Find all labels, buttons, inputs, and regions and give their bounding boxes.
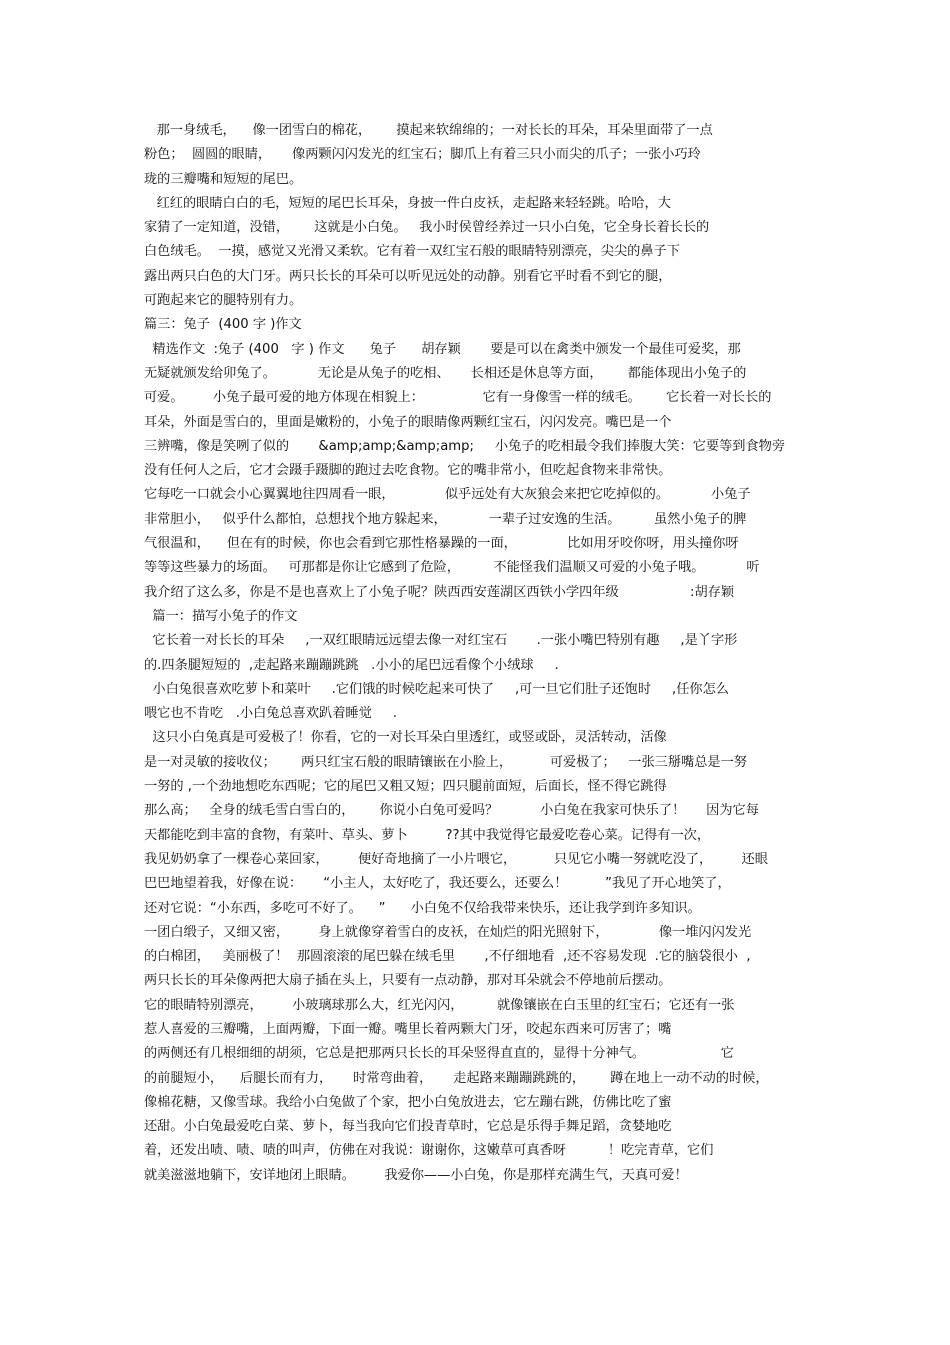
text-line: 我见奶奶拿了一棵卷心菜回家， 便好奇地摘了一小片喂它， 只见它小嘴一努就吃没了， 还眼 xyxy=(144,851,768,867)
text-line: 一努的 ,一个劲地想吃东西呢；它的尾巴又粗又短；四只腿前面短，后面长，怪不得它跳得 xyxy=(144,779,667,795)
text-line: 还甜。小白兔最爱吃白菜、萝卜，每当我向它们投青草时，它总是乐得手舞足蹈，贪婪地吃 xyxy=(144,1119,672,1135)
text-line: 的两侧还有几根细细的胡须，它总是把那两只长长的耳朵竖得直直的，显得十分神气。 它 xyxy=(144,1046,734,1062)
text-line: 非常胆小， 似乎什么都怕，总想找个地方躲起来， 一辈子过安逸的生活。 虽然小兔子的脾 xyxy=(144,511,747,527)
text-line: 篇三：兔子 (400 字 )作文 xyxy=(144,317,302,333)
essay-text-body xyxy=(144,119,812,1188)
text-line: 可跑起来它的腿特别有力。 xyxy=(144,293,303,309)
text-line: 是一对灵敏的接收仪； 两只红宝石般的眼睛镶嵌在小脸上， 可爱极了； 一张三掰嘴总是一努 xyxy=(144,754,747,770)
text-line: 白色绒毛。 一摸，感觉又光滑又柔软。它有着一双红宝石般的眼睛特别漂亮，尖尖的鼻子下 xyxy=(144,244,680,260)
text-line: 的前腿短小， 后腿长而有力， 时常弯曲着， 走起路来蹦蹦跳跳的， 蹲在地上一动不动的时候， xyxy=(144,1070,769,1086)
text-line: 没有任何人之后，它才会蹑手蹑脚的跑过去吃食物。它的嘴非常小，但吃起食物来非常快。 xyxy=(144,463,672,479)
text-line: 一团白缎子，又细又密， 身上就像穿着雪白的皮袄，在灿烂的阳光照射下， 像一堆闪闪发光 xyxy=(144,924,752,940)
text-line: 两只长长的耳朵像两把大扇子插在头上，只要有一点动静，那对耳朵就会不停地前后摆动。 xyxy=(144,973,672,989)
text-line: 篇一：描写小兔子的作文 xyxy=(144,608,298,624)
text-line: 我介绍了这么多，你是不是也喜欢上了小兔子呢？陕西西安莲湖区西铁小学四年级 :胡存颖 xyxy=(144,584,735,600)
text-line: 气很温和， 但在有的时候，你也会看到它那性格暴躁的一面， 比如用牙咬你呀，用头撞你呀 xyxy=(144,536,739,552)
text-line: 三辨嘴，像是笑咧了似的 &amp;amp;&amp;amp; 小兔子的吃相最令我们捧腹大笑：它要等到食物旁 xyxy=(144,438,786,454)
text-line: 的.四条腿短短的 ,走起路来蹦蹦跳跳 .小小的尾巴远看像个小绒球 . xyxy=(144,657,559,673)
text-line: 耳朵，外面是雪白的，里面是嫩粉的，小兔子的眼睛像两颗红宝石，闪闪发亮。嘴巴是一个 xyxy=(144,414,672,430)
text-line: 像棉花糖，又像雪球。我给小白兔做了个家，把小白兔放进去，它左蹦右跳，仿佛比吃了蜜 xyxy=(144,1094,672,1110)
text-line: 粉色； 圆圆的眼睛， 像两颗闪闪发光的红宝石；脚爪上有着三只小而尖的爪子；一张小巧玲 xyxy=(144,147,701,163)
text-line: 它的眼睛特别漂亮， 小玻璃球那么大，红光闪闪， 就像镶嵌在白玉里的红宝石；它还有一张 xyxy=(144,997,735,1013)
text-line: 天都能吃到丰富的食物，有菜叶、草头、萝卜 ??其中我觉得它最爱吃卷心菜。记得有一次， xyxy=(144,827,711,843)
text-line: 小白兔很喜欢吃萝卜和菜叶 .它们饿的时候吃起来可快了 ,可一旦它们肚子还饱时 ,任你怎么 xyxy=(144,681,729,697)
text-line: 的白棉团， 美丽极了！ 那圆滚滚的尾巴躲在绒毛里 ,不仔细地看 ,还不容易发现 .它的脑袋很小 , xyxy=(144,949,751,965)
text-line: 无疑就颁发给卯兔了。 无论是从兔子的吃相、 长相还是休息等方面， 都能体现出小兔子的 xyxy=(144,365,747,381)
text-line: 它每吃一口就会小心翼翼地往四周看一眼， 似乎远处有大灰狼会来把它吃掉似的。 小兔子 xyxy=(144,487,751,503)
text-line: 家猜了一定知道，没错， 这就是小白兔。 我小时侯曾经养过一只小白兔，它全身长着长长的 xyxy=(144,220,710,236)
text-line: 等等这些暴力的场面。 可那都是你让它感到了危险， 不能怪我们温顺又可爱的小兔子哦。 听 xyxy=(144,560,760,576)
text-line: 巴巴地望着我，好像在说： “小主人，太好吃了，我还要么，还要么！ ”我见了开心地笑了， xyxy=(144,876,731,892)
text-line: 露出两只白色的大门牙。两只长长的耳朵可以听见远处的动静。别看它平时看不到它的腿， xyxy=(144,268,672,284)
text-line: 红红的眼睛白白的毛，短短的尾巴长耳朵，身披一件白皮袄，走起路来轻轻跳。哈哈，大 xyxy=(144,195,671,211)
text-line: 精选作文 :兔子 (400 字 ) 作文 兔子 胡存颖 要是可以在禽类中颁发一个最佳可爱奖，那 xyxy=(144,341,741,357)
text-line: 珑的三瓣嘴和短短的尾巴。 xyxy=(144,171,303,187)
text-line: 这只小白兔真是可爱极了！你看，它的一对长耳朵白里透红，或竖或卧，灵活转动，活像 xyxy=(144,730,667,746)
text-line: 喂它也不肯吃 .小白兔总喜欢趴着睡觉 . xyxy=(144,706,397,722)
text-line: 那么高； 全身的绒毛雪白雪白的， 你说小白兔可爱吗？ 小白兔在我家可快乐了！ 因为它每 xyxy=(144,803,759,819)
text-line: 惹人喜爱的三瓣嘴，上面两瓣，下面一瓣。嘴里长着两颗大门牙，咬起东西来可厉害了；嘴 xyxy=(144,1021,672,1037)
text-line: 还对它说：“小东西，多吃可不好了。 ” 小白兔不仅给我带来快乐，还让我学到许多知识。 xyxy=(144,900,701,916)
text-line: 那一身绒毛， 像一团雪白的棉花， 摸起来软绵绵的；一对长长的耳朵，耳朵里面带了一点 xyxy=(144,123,713,138)
text-line: 它长着一对长长的耳朵 ,一双红眼睛远远望去像一对红宝石 .一张小嘴巴特别有趣 ,是丫字形 xyxy=(144,633,738,649)
text-line: 着，还发出啧、啧、啧的叫声，仿佛在对我说：谢谢你，这嫩草可真香呀 ！吃完青草，它们 xyxy=(144,1143,714,1159)
text-line: 可爱。 小兔子最可爱的地方体现在相貌上： 它有一身像雪一样的绒毛。 它长着一对长长的 xyxy=(144,390,772,406)
text-line: 就美滋滋地躺下，安详地闭上眼睛。 我爱你——小白兔，你是那样充满生气，天真可爱！ xyxy=(144,1167,688,1183)
